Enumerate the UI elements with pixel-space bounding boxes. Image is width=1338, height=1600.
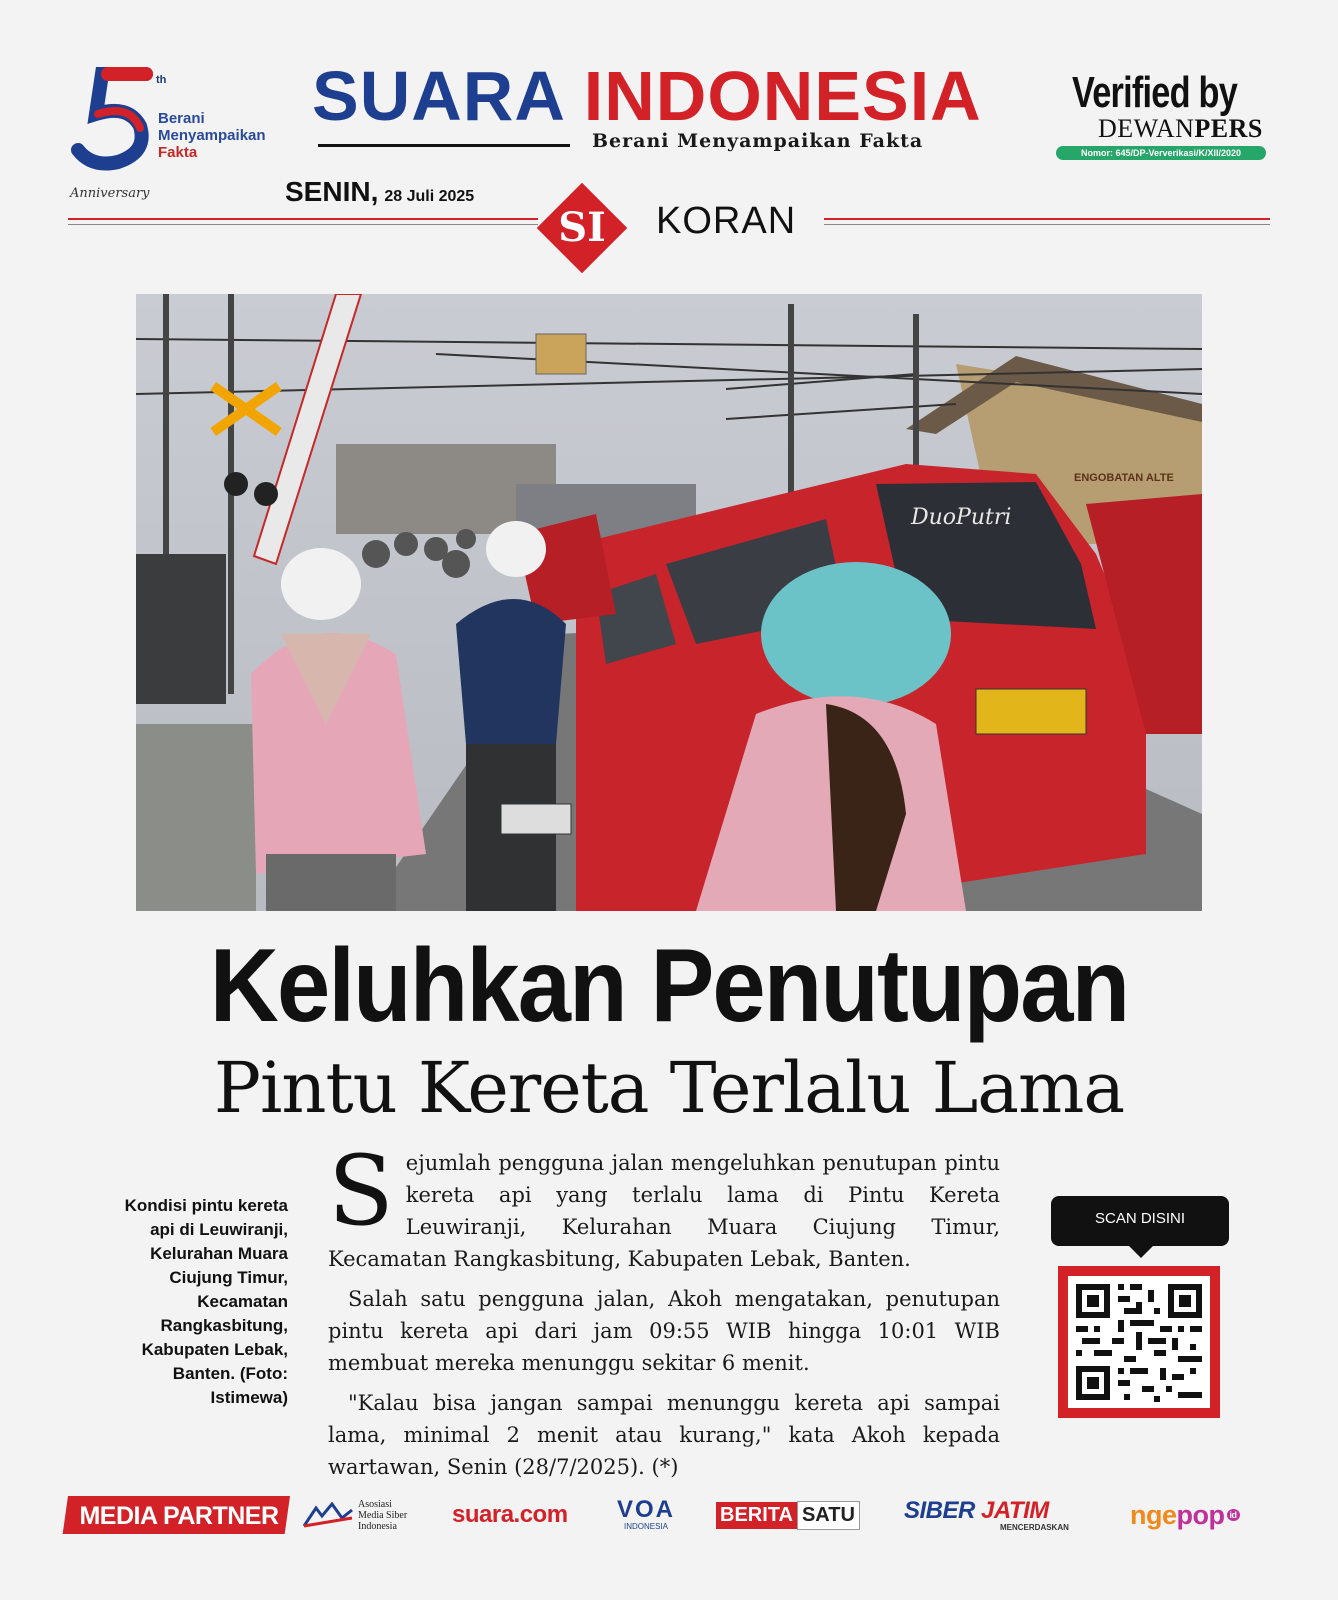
brand-logo [312,58,982,134]
scan-label-bubble [1051,1196,1229,1246]
dateline [285,176,474,208]
amsi-line-2: Media Siber [358,1509,408,1521]
amsi-logo-icon [302,1502,354,1528]
verified-label: Verified by [1072,68,1238,117]
siberjatim-part-1: SIBER [904,1496,975,1524]
masthead-rule [318,144,570,147]
tagline-line-3: Fakta [158,144,198,161]
voa-sub: INDONESIA [623,1522,668,1531]
partner-beritasatu[interactable] [716,1498,860,1532]
dewan-pers-logo [1098,114,1263,144]
anniversary-tagline [158,110,266,161]
si-badge [536,182,628,274]
media-partner-label: MEDIA PARTNER [79,1502,279,1530]
siberjatim-logo [904,1496,1049,1524]
qr-code-icon [1068,1276,1210,1408]
section-rule-left-red [68,218,538,220]
anniversary-badge [68,66,288,216]
anniversary-suffix: th [156,74,167,86]
article-paragraph-1 [328,1135,1000,1275]
anniversary-5-logo-icon [68,66,168,176]
voa-logo: VOA [616,1496,675,1523]
scan-label: SCAN DISINI [1094,1210,1185,1227]
siberjatim-part-2: JATIM [981,1496,1049,1524]
amsi-text [358,1499,407,1532]
partner-ngepop[interactable] [1130,1498,1240,1532]
drop-cap: S [328,1135,394,1247]
photo-van-windshield-text: DuoPutri [911,505,1012,530]
tagline-line-1: Berani [158,110,205,127]
partner-voa[interactable] [606,1498,686,1532]
photo-wall [136,724,256,911]
photo-shop-sign [1074,472,1174,484]
article-photo [136,294,1202,911]
partner-suara[interactable]: suara.com [452,1501,568,1528]
beritasatu-part-1: BERITA [716,1502,797,1529]
article-subheadline: Pintu Kereta Terlalu Lama [213,1047,1125,1129]
amsi-line-3: Indonesia [358,1520,397,1532]
railway-crossing-photo [136,294,1202,911]
brand-part-1: SUARA [312,57,564,135]
photo-shop-sign-text: ENGOBATAN ALTE [1074,472,1174,484]
article-body [328,1135,1000,1491]
partner-amsi[interactable] [302,1498,432,1532]
verified-badge [1050,70,1280,162]
article-paragraph-2: Salah satu pengguna jalan, Akoh mengatakan, penutupan pintu kereta api dari jam 09:55 WIB hingga 10:01 WIB membuat mereka menunggu sekitar 6 menit. [328,1287,1000,1375]
section-label: KORAN [656,200,797,242]
section-rule-right-gray [824,224,1270,225]
ngepop-part-2: pop [1176,1499,1225,1530]
section-rule-left-gray [68,224,538,225]
brand-part-2: INDONESIA [583,57,982,135]
partner-siberjatim[interactable] [904,1498,1069,1532]
scan-pointer-icon [1127,1244,1155,1258]
masthead [312,58,1022,158]
paragraph-1-text: ejumlah pengguna jalan mengeluhkan penutupan pintu kereta api yang terlalu lama di Pintu Kereta Leuwiranji, Kelurahan Muara Ciujung Timur, Kecamatan Rangkasbitung, Kabupaten Lebak, Banten. [328,1151,1000,1271]
article-headline: Keluhkan Penutupan [209,928,1129,1044]
siberjatim-sub: MENCERDASKAN [1000,1522,1069,1532]
tagline-line-2: Menyampaikan [158,127,266,144]
verification-number: Nomor: 645/DP-Ververikasi/K/XII/2020 [1056,146,1266,160]
org-part-2: PERS [1194,114,1263,143]
edition-date: 28 Juli 2025 [384,188,475,205]
beritasatu-part-2: SATU [797,1501,860,1530]
photo-sign-board [536,334,586,374]
org-part-1: DEWAN [1098,114,1195,143]
anniversary-label: Anniversary [70,186,150,201]
ngepop-part-1: nge [1130,1499,1177,1530]
section-rule-right-red [824,218,1270,220]
edition-day: SENIN, [285,176,379,207]
qr-code[interactable] [1068,1276,1210,1408]
amsi-line-1: Asosiasi [358,1498,392,1510]
photo-caption: Kondisi pintu kereta api di Leuwiranji, Kelurahan Muara Ciujung Timur, Kecamatan Rangkasbitung, Kabupaten Lebak, Banten. (Foto: Istimewa) [124,1196,288,1407]
si-badge-text: SI [558,204,606,251]
masthead-slogan: Berani Menyampaikan Fakta [592,130,924,152]
article-paragraph-3: "Kalau bisa jangan sampai menunggu kereta api sampai lama, minimal 2 menit atau kurang," kata Akoh kepada wartawan, Senin (28/7/2025). (*) [328,1391,1000,1479]
ngepop-id-badge: id [1227,1509,1240,1521]
